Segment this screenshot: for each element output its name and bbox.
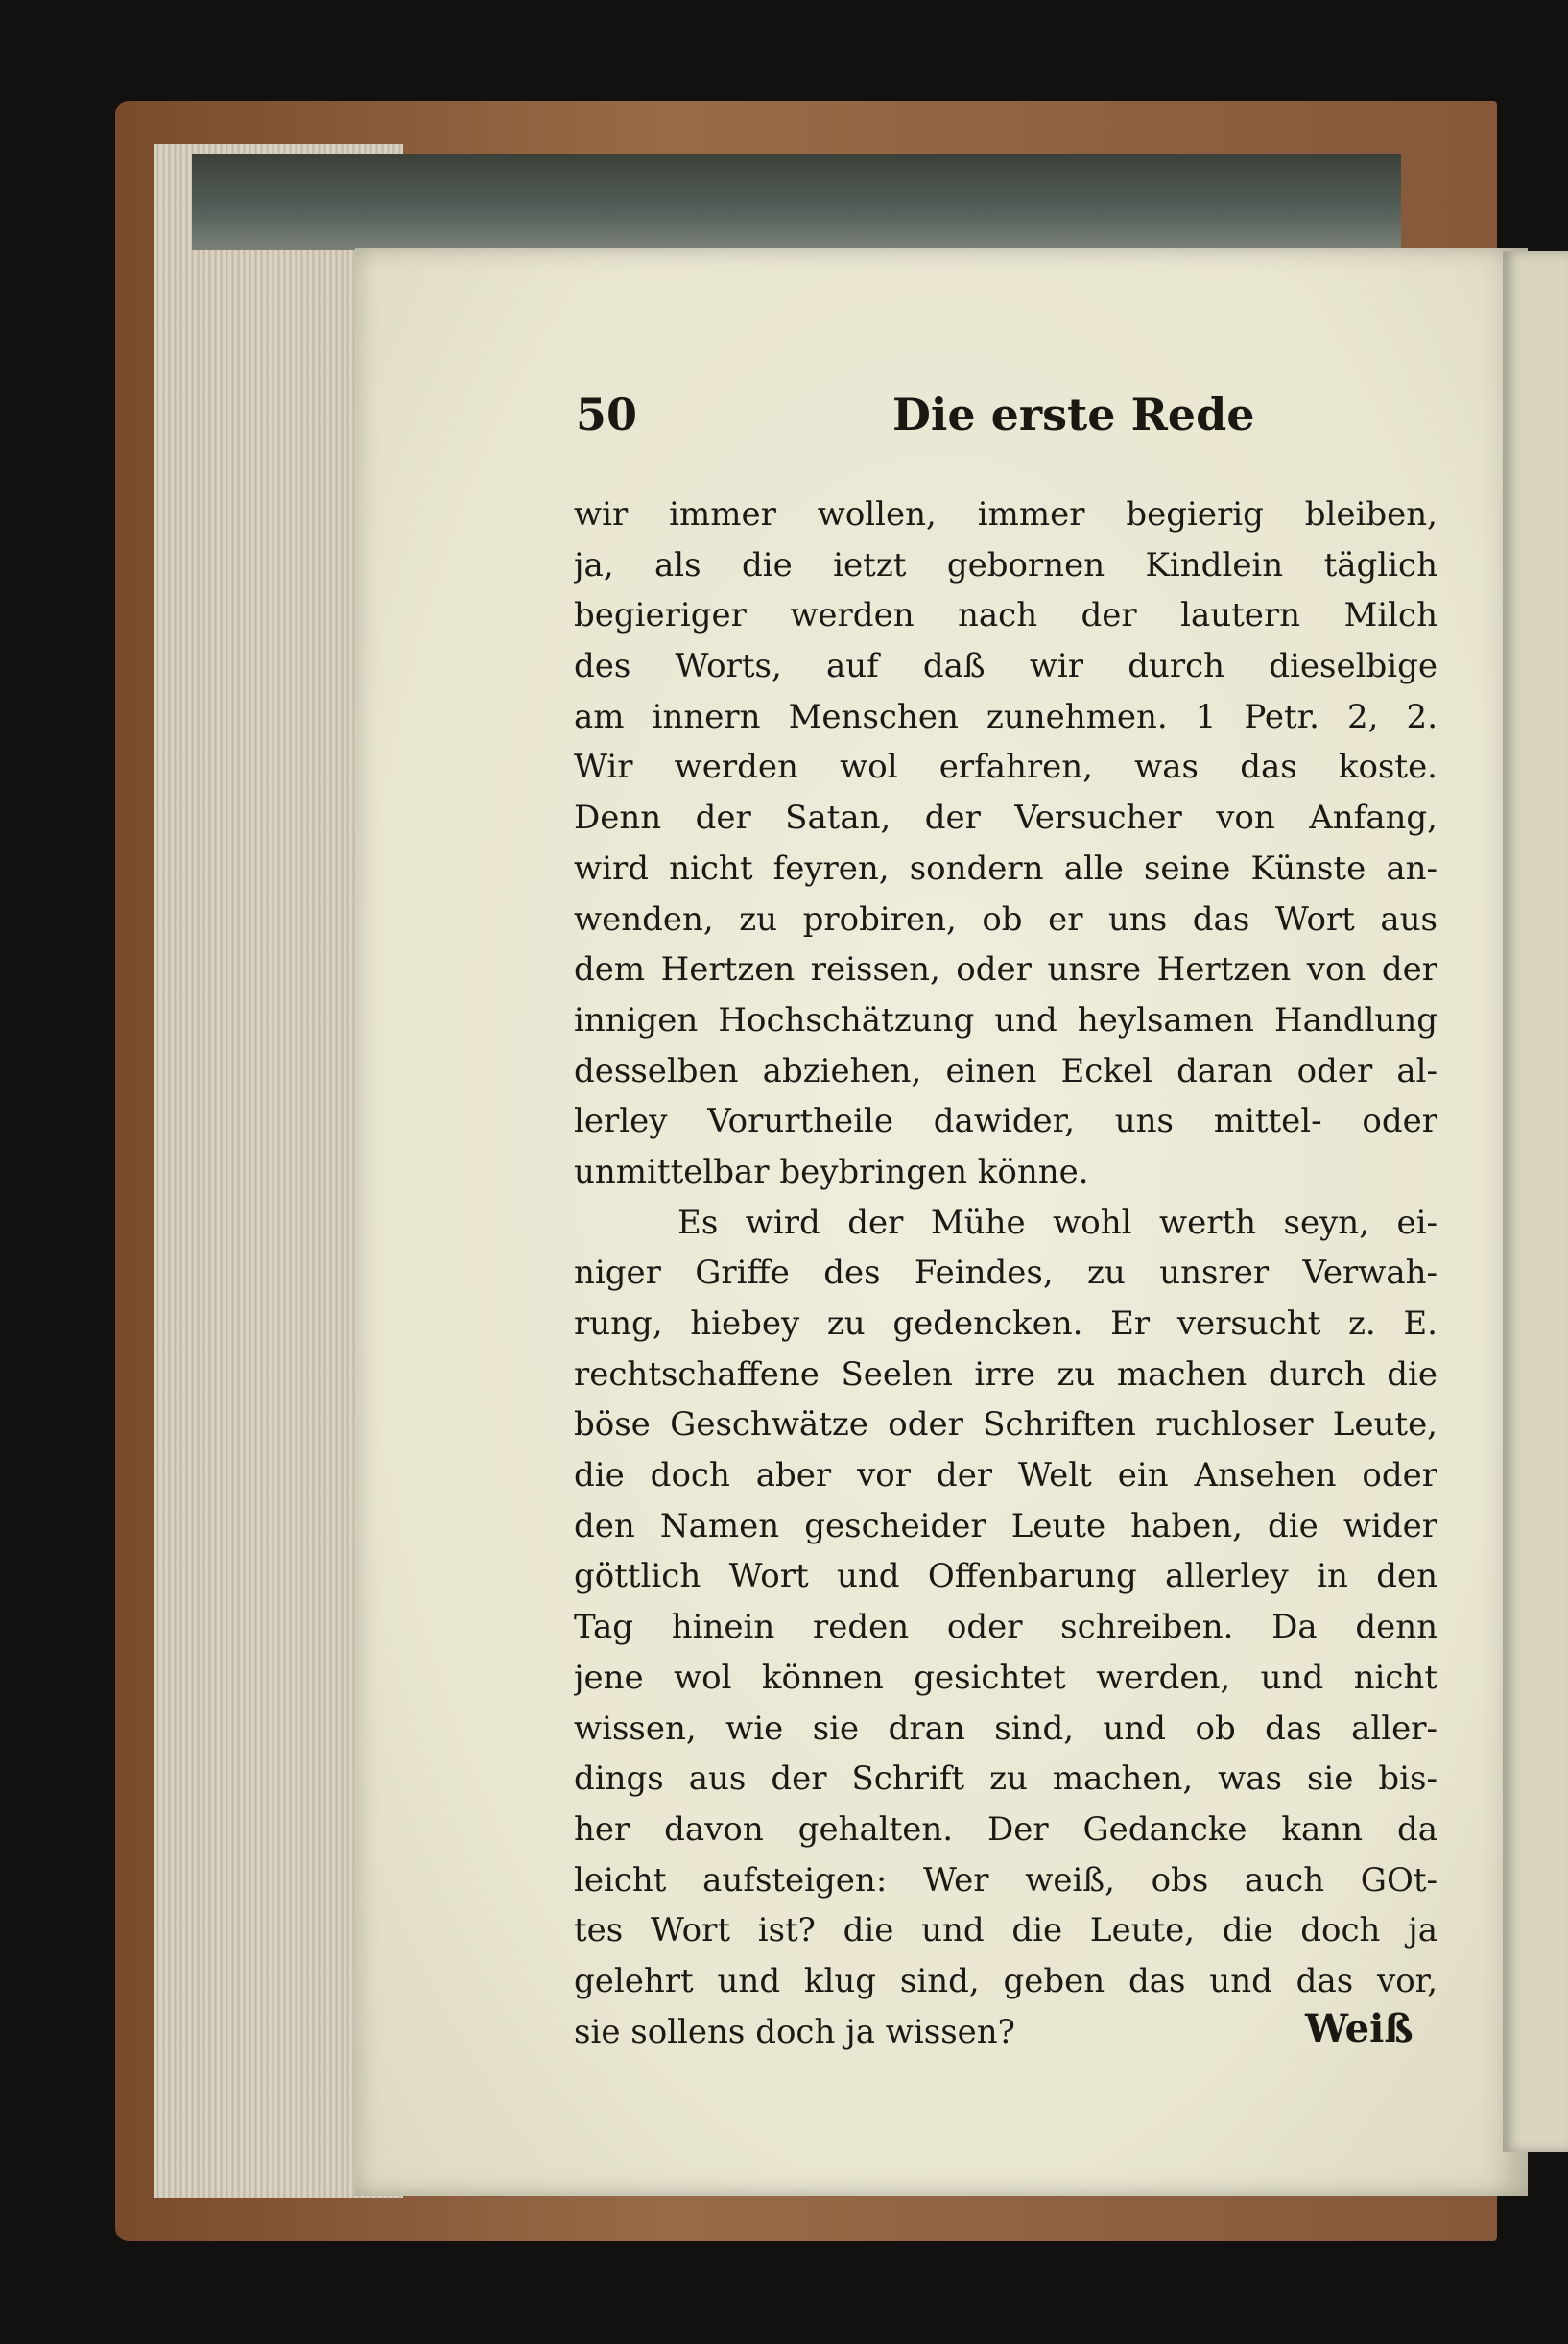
- text-line: dings aus der Schrift zu machen, was sie bis-: [574, 1759, 1437, 1799]
- text-line: sie sollens doch ja wissen?: [574, 2012, 1015, 2051]
- body-text: [574, 490, 1437, 2057]
- text-line: Wir werden wol erfahren, was das koste.: [574, 748, 1437, 787]
- text-line: Tag hinein reden oder schreiben. Da denn: [574, 1608, 1437, 1647]
- text-line: leicht aufsteigen: Wer weiß, obs auch GOt-: [574, 1860, 1437, 1900]
- page-header: [576, 389, 1468, 456]
- text-line: des Worts, auf daß wir durch dieselbige: [574, 647, 1437, 686]
- facing-page-edge: [1503, 251, 1568, 2152]
- text-line: am innern Menschen zunehmen. 1 Petr. 2, 2.: [574, 697, 1437, 736]
- text-line: rung, hiebey zu gedencken. Er versucht z. E.: [574, 1304, 1437, 1343]
- text-line: Es wird der Mühe wohl werth seyn, ei-: [677, 1203, 1437, 1242]
- text-line: gelehrt und klug sind, geben das und das vor,: [574, 1961, 1437, 2000]
- text-line: den Namen gescheider Leute haben, die wider: [574, 1506, 1437, 1545]
- text-line: rechtschaffene Seelen irre zu machen durch die: [574, 1354, 1437, 1394]
- book-top-edge: [192, 154, 1401, 250]
- text-line: innigen Hochschätzung und heylsamen Handlung: [574, 1000, 1437, 1040]
- text-line: wissen, wie sie dran sind, und ob das aller-: [574, 1709, 1437, 1748]
- text-line: wir immer wollen, immer begierig bleiben,: [574, 495, 1437, 534]
- text-line: tes Wort ist? die und die Leute, die doch ja: [574, 1911, 1437, 1950]
- text-line: böse Geschwätze oder Schriften ruchloser Leute,: [574, 1405, 1437, 1445]
- text-line: unmittelbar beybringen könne.: [574, 1152, 1089, 1191]
- running-head: Die erste Rede: [892, 389, 1255, 441]
- page-number: 50: [576, 389, 638, 441]
- text-line: desselben abziehen, einen Eckel daran oder al-: [574, 1051, 1437, 1090]
- text-line: wenden, zu probiren, ob er uns das Wort aus: [574, 899, 1437, 939]
- text-line: die doch aber vor der Welt ein Ansehen oder: [574, 1456, 1437, 1495]
- text-line: wird nicht feyren, sondern alle seine Künste an-: [574, 849, 1437, 888]
- text-line: niger Griffe des Feindes, zu unsrer Verwah-: [574, 1254, 1437, 1293]
- catchword: Weiß: [1305, 2006, 1414, 2051]
- text-line: her davon gehalten. Der Gedancke kann da: [574, 1809, 1437, 1849]
- text-line: dem Hertzen reissen, oder unsre Hertzen von der: [574, 950, 1437, 990]
- text-line: göttlich Wort und Offenbarung allerley in den: [574, 1557, 1437, 1596]
- text-line: jene wol können gesichtet werden, und nicht: [574, 1658, 1437, 1697]
- text-line: ja, als die ietzt gebornen Kindlein täglich: [574, 545, 1437, 585]
- text-line: begieriger werden nach der lautern Milch: [574, 596, 1437, 635]
- text-line: lerley Vorurtheile dawider, uns mittel- oder: [574, 1102, 1437, 1141]
- text-line: Denn der Satan, der Versucher von Anfang,: [574, 799, 1437, 838]
